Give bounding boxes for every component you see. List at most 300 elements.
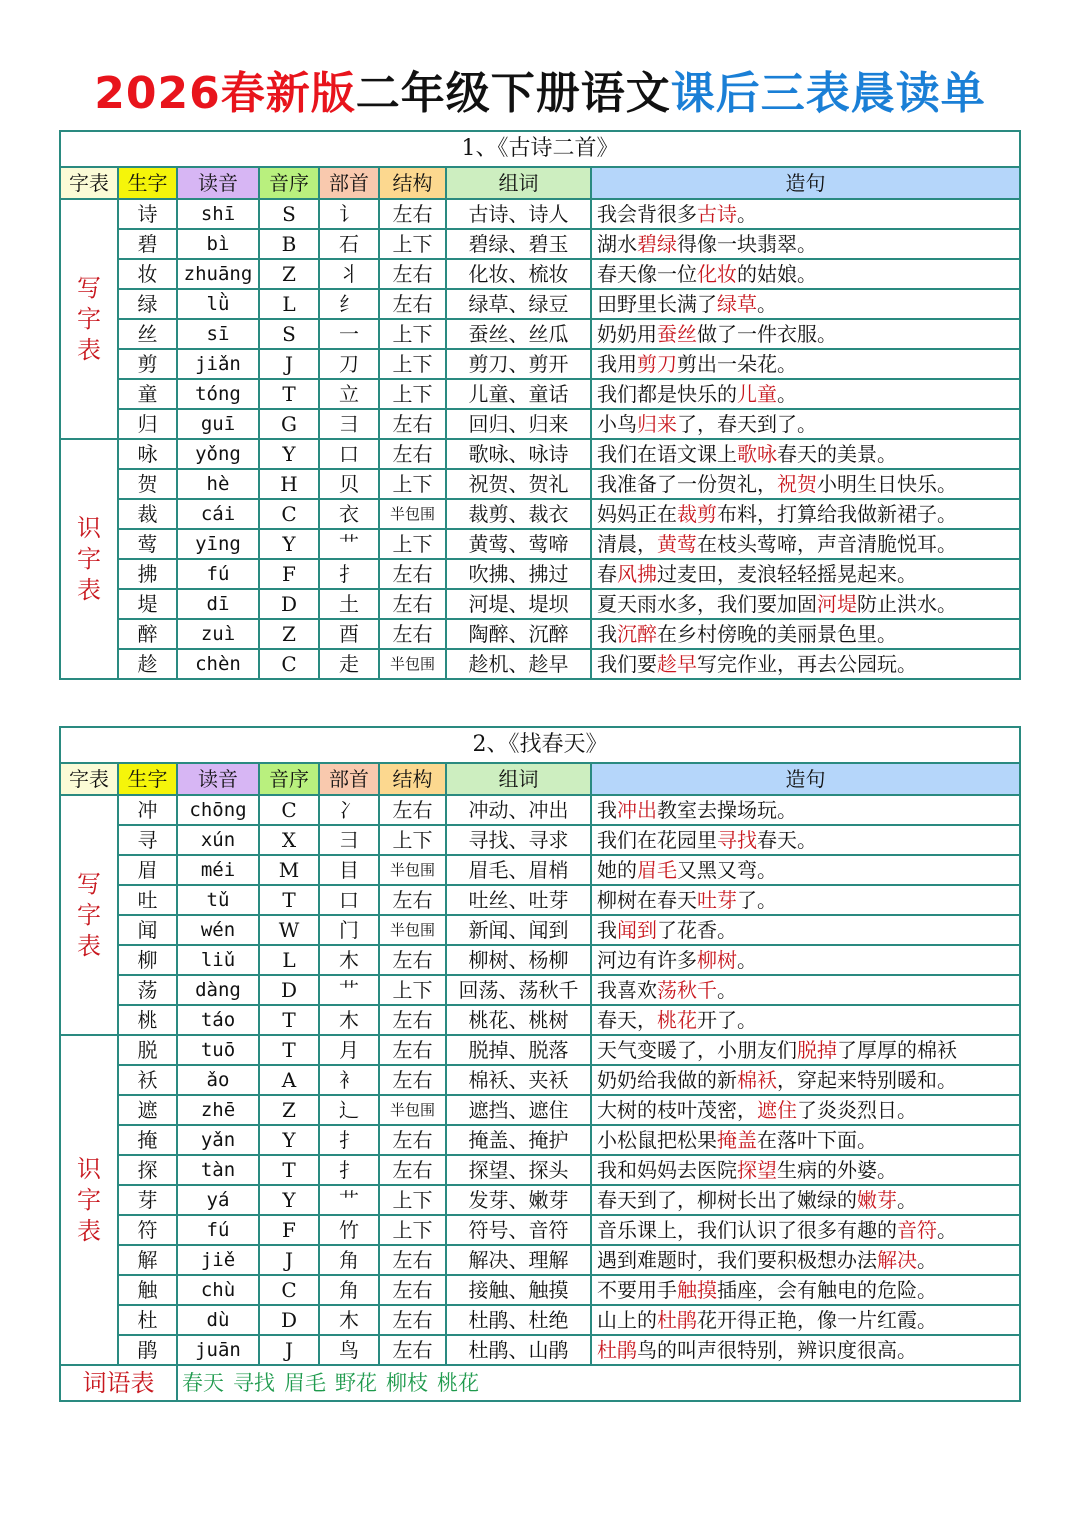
- pinyin-cell: yīng: [177, 529, 259, 559]
- column-header-dy: 读音: [177, 763, 259, 795]
- vocab-row: [60, 1365, 1020, 1401]
- words-cell: 杜鹃、山鹃: [446, 1335, 591, 1365]
- sentence-cell: [591, 289, 1020, 319]
- structure-cell: 上下: [379, 529, 446, 559]
- table-row: [60, 649, 1020, 679]
- structure-cell: 左右: [379, 1035, 446, 1065]
- structure-cell: 左右: [379, 945, 446, 975]
- radical-cell: 石: [319, 229, 379, 259]
- sentence-text: 又黑又弯。: [677, 858, 777, 882]
- sentence-highlight: 遮住: [757, 1098, 797, 1122]
- sentence-highlight: 剪刀: [637, 352, 677, 376]
- radical-cell: 木: [319, 1305, 379, 1335]
- radical-cell: 讠: [319, 199, 379, 229]
- group-label: [60, 1035, 118, 1365]
- radical-cell: 纟: [319, 289, 379, 319]
- sentence-text: 我用: [597, 352, 637, 376]
- structure-cell: 半包围: [379, 1095, 446, 1125]
- sentence-highlight: 祝贺: [777, 472, 817, 496]
- pinyin-cell: bì: [177, 229, 259, 259]
- section-title: 2、《找春天》: [60, 727, 1020, 763]
- sentence-cell: [591, 349, 1020, 379]
- words-cell: 祝贺、贺礼: [446, 469, 591, 499]
- sentence-text: 我喜欢: [597, 978, 657, 1002]
- radical-cell: 扌: [319, 559, 379, 589]
- sentence-text: 了厚厚的棉袄: [837, 1038, 957, 1062]
- sentence-highlight: 蚕丝: [657, 322, 697, 346]
- group-label-text: 识字表: [76, 1154, 101, 1245]
- sentence-cell: [591, 1035, 1020, 1065]
- radical-cell: 门: [319, 915, 379, 945]
- table-row: [60, 1275, 1020, 1305]
- column-header-yx: 音序: [259, 167, 319, 199]
- initial-cell: S: [259, 319, 319, 349]
- pinyin-cell: cái: [177, 499, 259, 529]
- sentence-highlight: 河堤: [817, 592, 857, 616]
- vocab-word: 春天: [182, 1371, 224, 1395]
- words-cell: 趁机、趁早: [446, 649, 591, 679]
- char-cell: 荡: [118, 975, 177, 1005]
- pinyin-cell: chù: [177, 1275, 259, 1305]
- table-row: [60, 915, 1020, 945]
- pinyin-cell: liǔ: [177, 945, 259, 975]
- group-label: [60, 199, 118, 439]
- column-header-dy: 读音: [177, 167, 259, 199]
- structure-cell: 左右: [379, 1065, 446, 1095]
- column-header-bs: 部首: [319, 167, 379, 199]
- table-row: [60, 619, 1020, 649]
- radical-cell: 竹: [319, 1215, 379, 1245]
- pinyin-cell: tǔ: [177, 885, 259, 915]
- sentence-text: 我们在语文课上: [597, 442, 737, 466]
- table-row: [60, 1185, 1020, 1215]
- initial-cell: F: [259, 1215, 319, 1245]
- sentence-text: 做了一件衣服。: [697, 322, 837, 346]
- sentence-text: 了炎炎烈日。: [797, 1098, 917, 1122]
- structure-cell: 上下: [379, 1185, 446, 1215]
- structure-cell: 左右: [379, 795, 446, 825]
- pinyin-cell: fú: [177, 1215, 259, 1245]
- title-grade-subject: 二年级下册语文: [355, 68, 671, 119]
- char-cell: 丝: [118, 319, 177, 349]
- sentence-cell: [591, 915, 1020, 945]
- radical-cell: 目: [319, 855, 379, 885]
- structure-cell: 左右: [379, 1155, 446, 1185]
- initial-cell: J: [259, 1335, 319, 1365]
- structure-cell: 上下: [379, 825, 446, 855]
- sentence-text: 我: [597, 918, 617, 942]
- words-cell: 掩盖、掩护: [446, 1125, 591, 1155]
- initial-cell: D: [259, 589, 319, 619]
- initial-cell: Z: [259, 619, 319, 649]
- title-year-edition: 2026春新版: [94, 68, 356, 119]
- sentence-text: 她的: [597, 858, 637, 882]
- initial-cell: T: [259, 885, 319, 915]
- vocab-label: 词语表: [60, 1365, 177, 1401]
- words-cell: 符号、音符: [446, 1215, 591, 1245]
- sentence-highlight: 沉醉: [617, 622, 657, 646]
- section-title-row: [60, 131, 1020, 167]
- char-cell: 符: [118, 1215, 177, 1245]
- radical-cell: 口: [319, 439, 379, 469]
- sentence-text: 开了。: [697, 1008, 757, 1032]
- radical-cell: 刀: [319, 349, 379, 379]
- char-cell: 脱: [118, 1035, 177, 1065]
- table-row: [60, 199, 1020, 229]
- sentence-text: ，穿起来特别暖和。: [777, 1068, 957, 1092]
- vocab-word: 眉毛: [284, 1371, 326, 1395]
- sentence-cell: [591, 379, 1020, 409]
- sentence-text: 春天像一位: [597, 262, 697, 286]
- column-header-zb: 字表: [60, 763, 118, 795]
- initial-cell: Y: [259, 439, 319, 469]
- table-row: [60, 1125, 1020, 1155]
- sentence-cell: [591, 795, 1020, 825]
- table-row: [60, 825, 1020, 855]
- structure-cell: 左右: [379, 439, 446, 469]
- radical-cell: 鸟: [319, 1335, 379, 1365]
- initial-cell: C: [259, 795, 319, 825]
- pinyin-cell: xún: [177, 825, 259, 855]
- char-cell: 碧: [118, 229, 177, 259]
- sentence-cell: [591, 1065, 1020, 1095]
- sentence-cell: [591, 1005, 1020, 1035]
- initial-cell: D: [259, 975, 319, 1005]
- sentence-text: 。: [777, 382, 797, 406]
- words-cell: 发芽、嫩芽: [446, 1185, 591, 1215]
- pinyin-cell: jiě: [177, 1245, 259, 1275]
- sentence-cell: [591, 975, 1020, 1005]
- sentence-text: 河边有许多: [597, 948, 697, 972]
- table-row: [60, 349, 1020, 379]
- pinyin-cell: sī: [177, 319, 259, 349]
- sentence-text: 。: [917, 1248, 937, 1272]
- sentence-highlight: 趁早: [657, 652, 697, 676]
- sentence-text: 。: [897, 1188, 917, 1212]
- char-cell: 童: [118, 379, 177, 409]
- pinyin-cell: yǎn: [177, 1125, 259, 1155]
- group-label: [60, 439, 118, 679]
- sentence-cell: [591, 885, 1020, 915]
- words-cell: 解决、理解: [446, 1245, 591, 1275]
- words-cell: 遮挡、遮住: [446, 1095, 591, 1125]
- char-cell: 冲: [118, 795, 177, 825]
- structure-cell: 半包围: [379, 915, 446, 945]
- words-cell: 寻找、寻求: [446, 825, 591, 855]
- sentence-text: 音乐课上，我们认识了很多有趣的: [597, 1218, 897, 1242]
- vocab-list: [177, 1365, 1020, 1401]
- initial-cell: A: [259, 1065, 319, 1095]
- sentence-text: 春天的美景。: [777, 442, 897, 466]
- pinyin-cell: dī: [177, 589, 259, 619]
- char-cell: 堤: [118, 589, 177, 619]
- words-cell: 歌咏、咏诗: [446, 439, 591, 469]
- vocab-word: 野花: [335, 1371, 377, 1395]
- words-cell: 儿童、童话: [446, 379, 591, 409]
- words-cell: 眉毛、眉梢: [446, 855, 591, 885]
- table-row: [60, 1245, 1020, 1275]
- structure-cell: 上下: [379, 349, 446, 379]
- table-row: [60, 855, 1020, 885]
- sentence-cell: [591, 199, 1020, 229]
- group-label: [60, 795, 118, 1035]
- sentence-text: 遇到难题时，我们要积极想办法: [597, 1248, 877, 1272]
- column-header-jg: 结构: [379, 167, 446, 199]
- structure-cell: 左右: [379, 1125, 446, 1155]
- pinyin-cell: wén: [177, 915, 259, 945]
- words-cell: 裁剪、裁衣: [446, 499, 591, 529]
- sentence-highlight: 归来: [637, 412, 677, 436]
- sentence-cell: [591, 825, 1020, 855]
- sentence-text: 我: [597, 622, 617, 646]
- pinyin-cell: zhē: [177, 1095, 259, 1125]
- sentence-cell: [591, 1305, 1020, 1335]
- sentence-text: 花开得正艳，像一片红霞。: [697, 1308, 937, 1332]
- pinyin-cell: yá: [177, 1185, 259, 1215]
- char-cell: 趁: [118, 649, 177, 679]
- table-row: [60, 795, 1020, 825]
- sentence-cell: [591, 559, 1020, 589]
- radical-cell: 冫: [319, 795, 379, 825]
- sentence-text: 我们要: [597, 652, 657, 676]
- group-label-text: 写字表: [76, 869, 101, 960]
- char-cell: 眉: [118, 855, 177, 885]
- radical-cell: 木: [319, 945, 379, 975]
- vocab-word: 寻找: [233, 1371, 275, 1395]
- words-cell: 吹拂、拂过: [446, 559, 591, 589]
- structure-cell: 左右: [379, 259, 446, 289]
- sentence-text: 小松鼠把松果: [597, 1128, 717, 1152]
- structure-cell: 半包围: [379, 499, 446, 529]
- char-cell: 妆: [118, 259, 177, 289]
- sentence-highlight: 脱掉: [797, 1038, 837, 1062]
- char-cell: 咏: [118, 439, 177, 469]
- sentence-highlight: 化妆: [697, 262, 737, 286]
- char-cell: 袄: [118, 1065, 177, 1095]
- sentence-text: 了。: [737, 888, 777, 912]
- pinyin-cell: zhuāng: [177, 259, 259, 289]
- sentence-text: 湖水: [597, 232, 637, 256]
- radical-cell: 扌: [319, 1125, 379, 1155]
- sentence-text: 插座，会有触电的危险。: [717, 1278, 937, 1302]
- radical-cell: 艹: [319, 975, 379, 1005]
- char-cell: 杜: [118, 1305, 177, 1335]
- pinyin-cell: dàng: [177, 975, 259, 1005]
- table-row: [60, 589, 1020, 619]
- table-row: [60, 469, 1020, 499]
- structure-cell: 左右: [379, 619, 446, 649]
- initial-cell: H: [259, 469, 319, 499]
- initial-cell: M: [259, 855, 319, 885]
- section-title-row: [60, 727, 1020, 763]
- column-header-zj: 造句: [591, 763, 1020, 795]
- radical-cell: 艹: [319, 529, 379, 559]
- sentence-text: 我准备了一份贺礼，: [597, 472, 777, 496]
- table-row: [60, 529, 1020, 559]
- sentence-cell: [591, 945, 1020, 975]
- sentence-text: 在枝头莺啼，声音清脆悦耳。: [697, 532, 957, 556]
- sentence-text: 小鸟: [597, 412, 637, 436]
- structure-cell: 左右: [379, 1005, 446, 1035]
- sentence-text: 我们在花园里: [597, 828, 717, 852]
- pinyin-cell: fú: [177, 559, 259, 589]
- sentence-highlight: 古诗: [697, 202, 737, 226]
- column-header-jg: 结构: [379, 763, 446, 795]
- sentence-cell: [591, 1125, 1020, 1155]
- sentence-text: 的姑娘。: [737, 262, 817, 286]
- sentence-text: 。: [737, 202, 757, 226]
- sentence-text: 。: [717, 978, 737, 1002]
- initial-cell: S: [259, 199, 319, 229]
- pinyin-cell: ǎo: [177, 1065, 259, 1095]
- pinyin-cell: hè: [177, 469, 259, 499]
- radical-cell: 月: [319, 1035, 379, 1065]
- sentence-cell: [591, 469, 1020, 499]
- sentence-highlight: 桃花: [657, 1008, 697, 1032]
- structure-cell: 上下: [379, 319, 446, 349]
- initial-cell: L: [259, 289, 319, 319]
- radical-cell: 土: [319, 589, 379, 619]
- structure-cell: 左右: [379, 559, 446, 589]
- column-header-sz: 生字: [118, 167, 177, 199]
- structure-cell: 上下: [379, 975, 446, 1005]
- char-cell: 归: [118, 409, 177, 439]
- sentence-text: 山上的: [597, 1308, 657, 1332]
- sentence-highlight: 儿童: [737, 382, 777, 406]
- words-cell: 接触、触摸: [446, 1275, 591, 1305]
- initial-cell: T: [259, 1155, 319, 1185]
- table-row: [60, 975, 1020, 1005]
- radical-cell: 衤: [319, 1065, 379, 1095]
- lesson-table-2: [59, 726, 1021, 1402]
- char-cell: 掩: [118, 1125, 177, 1155]
- char-cell: 拂: [118, 559, 177, 589]
- sentence-cell: [591, 1155, 1020, 1185]
- initial-cell: J: [259, 349, 319, 379]
- words-cell: 剪刀、剪开: [446, 349, 591, 379]
- sentence-highlight: 掩盖: [717, 1128, 757, 1152]
- initial-cell: C: [259, 649, 319, 679]
- sentence-highlight: 闻到: [617, 918, 657, 942]
- char-cell: 裁: [118, 499, 177, 529]
- sentence-text: 柳树在春天: [597, 888, 697, 912]
- sentence-text: 不要用手: [597, 1278, 677, 1302]
- radical-cell: 立: [319, 379, 379, 409]
- sentence-cell: [591, 1185, 1020, 1215]
- sentence-highlight: 碧绿: [637, 232, 677, 256]
- pinyin-cell: tóng: [177, 379, 259, 409]
- structure-cell: 上下: [379, 1215, 446, 1245]
- structure-cell: 半包围: [379, 649, 446, 679]
- sentence-cell: [591, 649, 1020, 679]
- vocab-word: 桃花: [437, 1371, 479, 1395]
- initial-cell: C: [259, 1275, 319, 1305]
- title-sheet-name: 课后三表晨读单: [670, 68, 986, 119]
- words-cell: 陶醉、沉醉: [446, 619, 591, 649]
- char-cell: 莺: [118, 529, 177, 559]
- radical-cell: 角: [319, 1245, 379, 1275]
- column-header-sz: 生字: [118, 763, 177, 795]
- structure-cell: 上下: [379, 229, 446, 259]
- table-row: [60, 1215, 1020, 1245]
- sentence-cell: [591, 1095, 1020, 1125]
- table-row: [60, 229, 1020, 259]
- sentence-text: 防止洪水。: [857, 592, 957, 616]
- sentence-cell: [591, 229, 1020, 259]
- table-row: [60, 1095, 1020, 1125]
- initial-cell: T: [259, 1035, 319, 1065]
- header-row: [60, 167, 1020, 199]
- section-title: 1、《古诗二首》: [60, 131, 1020, 167]
- pinyin-cell: méi: [177, 855, 259, 885]
- sentence-cell: [591, 619, 1020, 649]
- initial-cell: Z: [259, 1095, 319, 1125]
- table-row: [60, 379, 1020, 409]
- words-cell: 柳树、杨柳: [446, 945, 591, 975]
- structure-cell: 上下: [379, 379, 446, 409]
- column-header-zj: 造句: [591, 167, 1020, 199]
- pinyin-cell: guī: [177, 409, 259, 439]
- words-cell: 探望、探头: [446, 1155, 591, 1185]
- char-cell: 闻: [118, 915, 177, 945]
- sentence-text: 田野里长满了: [597, 292, 717, 316]
- sentence-cell: [591, 589, 1020, 619]
- structure-cell: 左右: [379, 199, 446, 229]
- vocab-word: 柳枝: [386, 1371, 428, 1395]
- pinyin-cell: zuì: [177, 619, 259, 649]
- page-title: [0, 62, 1080, 126]
- sentence-text: 我和妈妈去医院: [597, 1158, 737, 1182]
- radical-cell: 口: [319, 885, 379, 915]
- structure-cell: 左右: [379, 589, 446, 619]
- initial-cell: Y: [259, 1185, 319, 1215]
- group-label-text: 识字表: [76, 513, 101, 604]
- radical-cell: 辶: [319, 1095, 379, 1125]
- pinyin-cell: juān: [177, 1335, 259, 1365]
- words-cell: 杜鹃、杜绝: [446, 1305, 591, 1335]
- sentence-text: 教室去操场玩。: [657, 798, 797, 822]
- sentence-highlight: 触摸: [677, 1278, 717, 1302]
- words-cell: 回归、归来: [446, 409, 591, 439]
- sentence-cell: [591, 499, 1020, 529]
- initial-cell: Z: [259, 259, 319, 289]
- table-row: [60, 885, 1020, 915]
- pinyin-cell: lǜ: [177, 289, 259, 319]
- sentence-highlight: 寻找: [717, 828, 757, 852]
- sentence-highlight: 解决: [877, 1248, 917, 1272]
- sentence-text: 春: [597, 562, 617, 586]
- char-cell: 桃: [118, 1005, 177, 1035]
- sentence-highlight: 音符: [897, 1218, 937, 1242]
- char-cell: 柳: [118, 945, 177, 975]
- sentence-highlight: 杜鹃: [597, 1338, 637, 1362]
- initial-cell: T: [259, 1005, 319, 1035]
- radical-cell: 酉: [319, 619, 379, 649]
- char-cell: 贺: [118, 469, 177, 499]
- sentence-text: 奶奶给我做的新: [597, 1068, 737, 1092]
- char-cell: 探: [118, 1155, 177, 1185]
- sentence-cell: [591, 855, 1020, 885]
- sentence-text: 剪出一朵花。: [677, 352, 797, 376]
- sentence-cell: [591, 1275, 1020, 1305]
- sentence-cell: [591, 1215, 1020, 1245]
- char-cell: 剪: [118, 349, 177, 379]
- table-row: [60, 1065, 1020, 1095]
- sentence-text: 奶奶用: [597, 322, 657, 346]
- pinyin-cell: chèn: [177, 649, 259, 679]
- char-cell: 触: [118, 1275, 177, 1305]
- sentence-text: 天气变暖了，小朋友们: [597, 1038, 797, 1062]
